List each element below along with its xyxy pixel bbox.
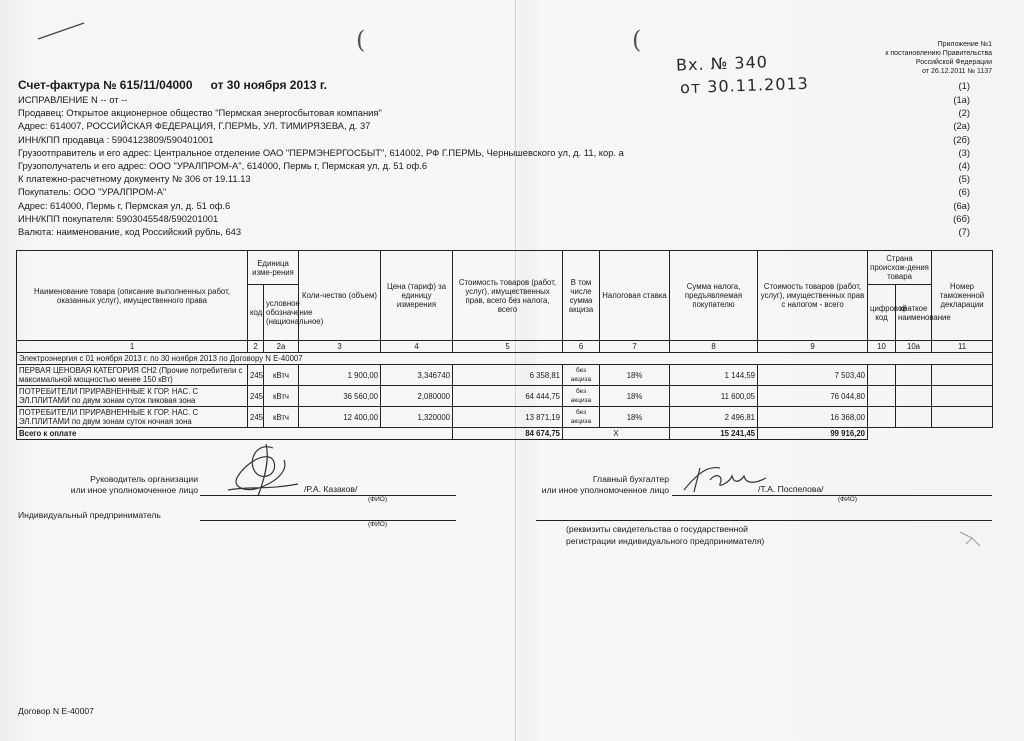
column-number: 8 [670, 341, 758, 353]
header-field-text: Покупатель: ООО "УРАЛПРОМ-А" [18, 186, 167, 198]
empty-cell [932, 386, 993, 407]
column-number: 9 [758, 341, 868, 353]
column-number: 1 [17, 341, 248, 353]
header-field-text: Продавец: Открытое акционерное общество "Пермская энергосбытовая компания" [18, 107, 382, 119]
col-header-country: Страна происхож-дения товара [868, 251, 932, 285]
head-name: /Р.А. Казаков/ [304, 484, 358, 494]
row-name: ПОТРЕБИТЕЛИ ПРИРАВНЕННЫЕ К ГОР. НАС. С ЭЛ.ПЛИТАМИ по двум зонам суток пиковая зона [17, 386, 248, 407]
total-cost: 84 674,75 [453, 428, 563, 440]
col-header-total: Стоимость товаров (работ, услуг), имущественных прав с налогом - всего [758, 251, 868, 341]
field-ref: (6а) [953, 199, 970, 211]
row-cost: 6 358,81 [453, 365, 563, 386]
header-field-text: Адрес: 614007, РОССИЙСКАЯ ФЕДЕРАЦИЯ, Г.ПЕРМЬ, УЛ. ТИМИРЯЗЕВА, д. 37 [18, 120, 371, 132]
footer-contract: Договор N E-40007 [18, 706, 94, 716]
row-unit-code: 245 [248, 407, 264, 428]
row-tax: 11 600,05 [670, 386, 758, 407]
header-field-text: К платежно-расчетному документу № 306 от 19.11.13 [18, 173, 251, 185]
pencil-mark-icon [36, 20, 86, 42]
col-header-unit: Единица изме-рения [248, 251, 299, 285]
entrepreneur-signature-line [200, 520, 456, 521]
accountant-signature-line [672, 495, 992, 496]
empty-cell [868, 407, 896, 428]
field-ref: (4) [958, 160, 970, 171]
column-number: 2 [248, 341, 264, 353]
table-row [17, 407, 993, 428]
empty-cell [868, 386, 896, 407]
column-number: 10 [868, 341, 896, 353]
col-header-rate: Налоговая ставка [600, 251, 670, 341]
header-field-text: Грузоотправитель и его адрес: Центральное отделение ОАО "ПЕРМЭНЕРГОСБЫТ", 614002, РФ Г.ПЕРМЬ, Чернышевского ул, д. 11, кор. а [18, 146, 624, 158]
head-signature-icon [218, 440, 308, 500]
header-field-text: Валюта: наименование, код Российский рубль, 643 [18, 226, 242, 237]
table-row [17, 365, 993, 386]
incoming-stamp-line: от 30.11.2013 [679, 73, 810, 98]
row-unit-code: 245 [248, 386, 264, 407]
registration-note [566, 523, 764, 547]
column-number: 4 [381, 341, 453, 353]
col-header-tax: Сумма налога, предъявляемая покупателю [670, 251, 758, 341]
row-tax: 1 144,59 [670, 365, 758, 386]
invoice-table [16, 250, 993, 440]
field-ref: (3) [958, 146, 970, 158]
registration-note-line: (реквизиты свидетельства о государственной [566, 524, 748, 534]
field-ref: (2а) [953, 120, 970, 132]
total-sum: 99 916,20 [758, 428, 868, 440]
accountant-label [506, 474, 669, 496]
empty-cell [896, 365, 932, 386]
column-number: 3 [299, 341, 381, 353]
col-header-customs: Номер таможенной декларации [932, 251, 993, 341]
col-header-unit-code: код [248, 285, 264, 341]
header-field-text: ИСПРАВЛЕНИЕ N -- от -- [18, 94, 128, 105]
head-fio-caption: (ФИО) [368, 496, 387, 503]
col-header-excise: В том числе сумма акциза [563, 251, 600, 341]
field-ref: (7) [958, 226, 970, 237]
row-qty: 1 900,00 [299, 365, 381, 386]
invoice-rows [17, 365, 993, 428]
col-header-price: Цена (тариф) за единицу измерения [381, 251, 453, 341]
col-header-unit-name: условное обозначение (национальное) [264, 285, 299, 341]
empty-cell [896, 386, 932, 407]
row-tax-rate: 18% [600, 407, 670, 428]
head-label-line: или иное уполномоченное лицо [70, 485, 198, 495]
row-total: 16 368,00 [758, 407, 868, 428]
head-signature-line [200, 495, 456, 496]
field-ref: (6) [958, 186, 970, 198]
pencil-mark-icon [958, 528, 984, 548]
table-row [17, 386, 993, 407]
head-label-line: Руководитель организации [90, 474, 198, 484]
appendix-line: Российской Федерации [915, 59, 992, 66]
empty-cell [932, 365, 993, 386]
row-excise: без акциза [563, 386, 600, 407]
row-price: 1,320000 [381, 407, 453, 428]
registration-note-line: регистрации индивидуального предпринимателя) [566, 536, 765, 546]
column-number: 6 [563, 341, 600, 353]
accountant-label-line: Главный бухгалтер [592, 474, 669, 484]
row-tax: 2 496,81 [670, 407, 758, 428]
empty-cell [932, 407, 993, 428]
empty-cell [896, 407, 932, 428]
row-unit-name: кВтч [264, 386, 299, 407]
entrepreneur-fio-caption: (ФИО) [368, 521, 387, 528]
row-tax-rate: 18% [600, 365, 670, 386]
row-unit-code: 245 [248, 365, 264, 386]
column-number-row [17, 341, 993, 353]
head-label [40, 474, 198, 496]
row-excise: без акциза [563, 365, 600, 386]
row-name: ПЕРВАЯ ЦЕНОВАЯ КАТЕГОРИЯ СН2 (Прочие потребители с максимальной мощностью менее 150 кВт) [17, 365, 248, 386]
registration-line [536, 520, 992, 521]
invoice-date: от 30 ноября 2013 г. [210, 78, 327, 92]
row-total: 76 044,80 [758, 386, 868, 407]
row-qty: 12 400,00 [299, 407, 381, 428]
row-cost: 64 444,75 [453, 386, 563, 407]
accountant-label-line: или иное уполномоченное лицо [541, 485, 669, 495]
incoming-stamp-line: Вх. № 340 [675, 52, 769, 75]
col-header-qty: Коли-чество (объем) [299, 251, 381, 341]
appendix-line: от 26.12.2011 № 1137 [922, 68, 992, 75]
invoice-number: Счет-фактура № 615/11/04000 [18, 78, 193, 92]
row-excise: без акциза [563, 407, 600, 428]
row-unit-name: кВтч [264, 407, 299, 428]
field-ref: (2б) [953, 133, 970, 145]
column-number: 2а [264, 341, 299, 353]
binding-mark-icon: ( [356, 26, 366, 54]
field-ref: (2) [958, 107, 970, 119]
header-field-text: Грузополучатель и его адрес: ООО "УРАЛПРОМ-А", 614000, Пермь г, Пермская ул, д. 51 оф.6 [18, 160, 428, 171]
row-unit-name: кВтч [264, 365, 299, 386]
appendix-note [792, 40, 992, 76]
col-header-country-code: цифровой код [868, 285, 896, 341]
column-number: 11 [932, 341, 993, 353]
appendix-line: к постановлению Правительства [885, 50, 992, 57]
field-ref: (1) [958, 80, 970, 91]
appendix-line: Приложение №1 [937, 41, 992, 48]
total-tax: 15 241,45 [670, 428, 758, 440]
accountant-fio-caption: (ФИО) [838, 496, 857, 503]
col-header-name: Наименование товара (описание выполненных работ, оказанных услуг), имущественного права [17, 251, 248, 341]
row-tax-rate: 18% [600, 386, 670, 407]
field-ref: (6б) [953, 212, 970, 224]
entrepreneur-label: Индивидуальный предприниматель [18, 510, 161, 520]
col-header-cost: Стоимость товаров (работ, услуг), имущественных прав, всего без налога, всего [453, 251, 563, 341]
accountant-name: /Т.А. Поспелова/ [758, 484, 824, 494]
section-title: Электроэнергия с 01 ноября 2013 г. по 30 ноября 2013 по Договору N E-40007 [17, 353, 993, 365]
field-ref: (5) [958, 173, 970, 185]
binding-mark-icon: ( [632, 26, 642, 54]
header-field-text: Адрес: 614000, Пермь г, Пермская ул, д. 51 оф.6 [18, 199, 231, 211]
field-ref: (1а) [953, 94, 970, 105]
row-price: 3,346740 [381, 365, 453, 386]
total-excise: X [563, 428, 670, 440]
row-name: ПОТРЕБИТЕЛИ ПРИРАВНЕННЫЕ К ГОР. НАС. С ЭЛ.ПЛИТАМИ по двум зонам суток ночная зона [17, 407, 248, 428]
row-price: 2,080000 [381, 386, 453, 407]
col-header-country-name: краткое наименование [896, 285, 932, 341]
total-label: Всего к оплате [17, 428, 453, 440]
header-field-text: ИНН/КПП продавца : 5904123809/590401001 [18, 133, 214, 145]
invoice-title [18, 78, 327, 92]
row-qty: 36 560,00 [299, 386, 381, 407]
column-number: 7 [600, 341, 670, 353]
row-cost: 13 871,19 [453, 407, 563, 428]
column-number: 5 [453, 341, 563, 353]
row-total: 7 503,40 [758, 365, 868, 386]
header-field-text: ИНН/КПП покупателя: 5903045548/590201001 [18, 212, 219, 224]
empty-cell [868, 365, 896, 386]
accountant-signature-icon [680, 462, 770, 498]
column-number: 10а [896, 341, 932, 353]
